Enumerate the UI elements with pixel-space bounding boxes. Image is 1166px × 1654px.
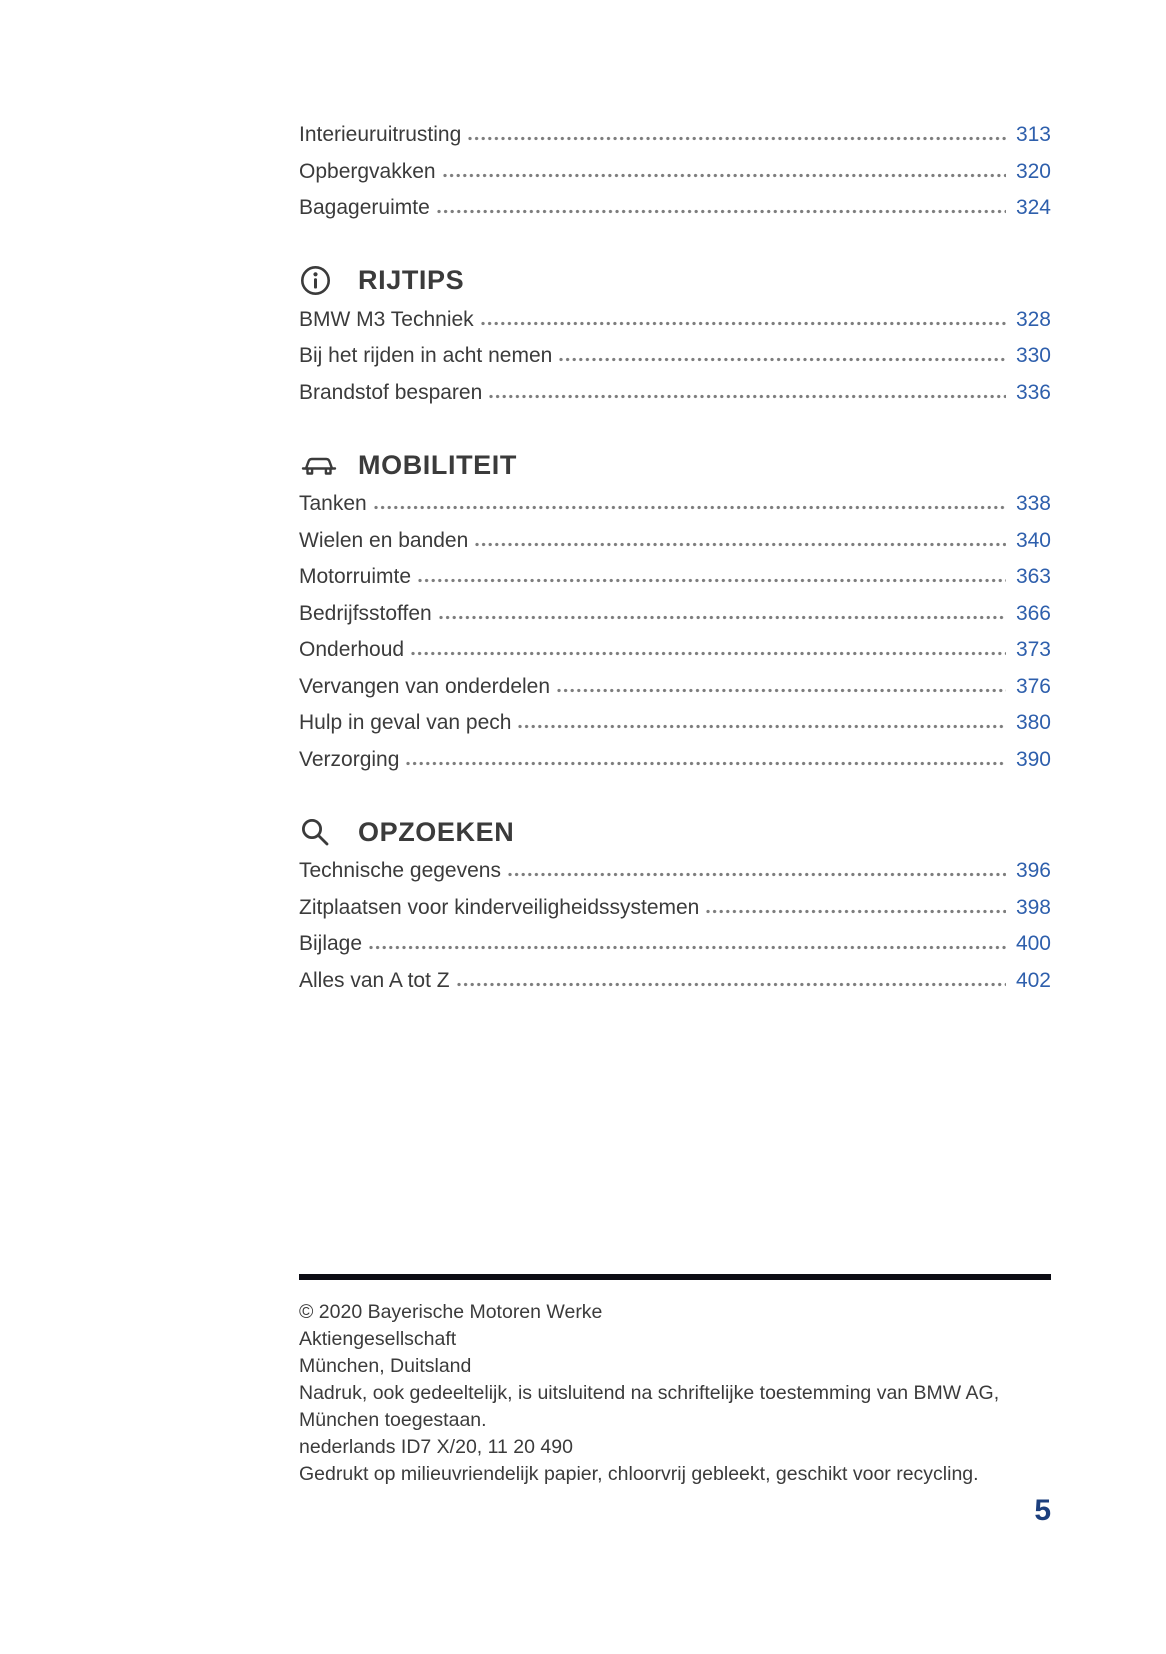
- colophon-line: Aktiengesellschaft: [299, 1328, 457, 1350]
- toc-entry[interactable]: [299, 853, 1051, 890]
- dot-leader: [369, 945, 1006, 950]
- toc-entry-page: 324: [1015, 196, 1051, 219]
- dot-leader: [475, 542, 1006, 547]
- toc-entry-label: BMW M3 Techniek: [299, 307, 474, 331]
- dot-leader: [411, 651, 1006, 656]
- dot-leader: [406, 761, 1006, 766]
- toc-entry[interactable]: [299, 742, 1051, 779]
- section-heading-mobiliteit: [299, 445, 1051, 485]
- toc-entry-label: Zitplaatsen voor kinderveiligheidssystemen: [299, 895, 700, 919]
- toc-entry-page: 400: [1015, 932, 1051, 955]
- dot-leader: [508, 872, 1006, 877]
- toc-entry-label: Hulp in geval van pech: [299, 711, 512, 734]
- toc-entry[interactable]: [299, 486, 1051, 523]
- section-heading-opzoeken: [299, 812, 1051, 852]
- dot-leader: [481, 321, 1006, 326]
- toc-entry-page: 390: [1015, 747, 1051, 771]
- toc-entry-label: Bijlage: [299, 932, 363, 955]
- toc-entry-label: Interieuruitrusting: [299, 123, 462, 146]
- toc-entry-label: Vervangen van onderdelen: [299, 674, 551, 698]
- dot-leader: [706, 909, 1006, 914]
- colophon-line: Gedrukt op milieuvriendelijk papier, chloorvrij gebleekt, geschikt voor recycling.: [299, 1463, 979, 1485]
- section-title: OPZOEKEN: [358, 816, 515, 847]
- toc-entry[interactable]: [299, 890, 1051, 927]
- toc-entry-page: 402: [1015, 968, 1051, 992]
- dot-leader: [418, 578, 1006, 583]
- toc-entry-page: 366: [1015, 601, 1051, 625]
- colophon-line: München, Duitsland: [299, 1355, 472, 1377]
- toc-entry-label: Tanken: [299, 492, 367, 515]
- dot-leader: [439, 615, 1006, 620]
- toc-entry-page: 328: [1015, 307, 1051, 331]
- toc-entry-label: Brandstof besparen: [299, 380, 483, 404]
- toc-entry[interactable]: [299, 963, 1051, 1000]
- toc-entry[interactable]: [299, 190, 1051, 227]
- search-icon: [299, 816, 339, 848]
- table-of-contents: [299, 117, 1051, 999]
- toc-entry[interactable]: [299, 523, 1051, 560]
- dot-leader: [559, 357, 1006, 362]
- dot-leader: [443, 173, 1006, 178]
- page-number: 5: [1034, 1494, 1051, 1527]
- toc-entry-page: 396: [1015, 859, 1051, 882]
- dot-leader: [518, 724, 1006, 729]
- dot-leader: [374, 505, 1006, 510]
- toc-entry[interactable]: [299, 154, 1051, 191]
- toc-entry-page: 376: [1015, 674, 1051, 698]
- info-icon: [299, 264, 339, 297]
- toc-entry-label: Bagageruimte: [299, 196, 430, 219]
- toc-entry-label: Wielen en banden: [299, 528, 469, 552]
- dot-leader: [468, 136, 1006, 141]
- toc-entry-page: 363: [1015, 565, 1051, 588]
- toc-entry-label: Motorruimte: [299, 565, 412, 588]
- toc-section-opzoeken: [299, 812, 1051, 999]
- toc-entry-page: 340: [1015, 528, 1051, 552]
- section-title: RIJTIPS: [358, 265, 465, 295]
- car-icon: [299, 450, 339, 480]
- toc-entry[interactable]: [299, 669, 1051, 706]
- dot-leader: [489, 394, 1006, 399]
- toc-entry-page: 330: [1015, 344, 1051, 367]
- dot-leader: [457, 982, 1006, 987]
- toc-entry[interactable]: [299, 705, 1051, 742]
- toc-section-continuation: [299, 117, 1051, 227]
- toc-entry-label: Bij het rijden in acht nemen: [299, 344, 553, 367]
- section-heading-rijtips: [299, 261, 1051, 301]
- toc-entry[interactable]: [299, 559, 1051, 596]
- toc-entry[interactable]: [299, 338, 1051, 375]
- toc-entry[interactable]: [299, 926, 1051, 963]
- toc-entry-page: 338: [1015, 492, 1051, 515]
- toc-entry-label: Bedrijfsstoffen: [299, 601, 432, 625]
- toc-entry[interactable]: [299, 302, 1051, 339]
- toc-entry-page: 336: [1015, 380, 1051, 404]
- toc-entry[interactable]: [299, 596, 1051, 633]
- colophon-line: Nadruk, ook gedeeltelijk, is uitsluitend na schriftelijke toestemming van BMW AG, München toegestaan.: [299, 1382, 1000, 1431]
- toc-entry-page: 313: [1015, 123, 1051, 146]
- toc-section-mobiliteit: [299, 445, 1051, 778]
- toc-entry-page: 320: [1015, 159, 1051, 183]
- toc-entry[interactable]: [299, 375, 1051, 412]
- toc-entry-label: Opbergvakken: [299, 159, 436, 183]
- colophon: [299, 1274, 1051, 1488]
- dot-leader: [557, 688, 1006, 693]
- dot-leader: [437, 209, 1006, 214]
- toc-entry-label: Onderhoud: [299, 638, 405, 661]
- toc-entry-page: 398: [1015, 895, 1051, 919]
- toc-entry[interactable]: [299, 117, 1051, 154]
- toc-section-rijtips: [299, 261, 1051, 412]
- toc-entry-page: 373: [1015, 638, 1051, 661]
- toc-entry-label: Technische gegevens: [299, 859, 501, 882]
- section-title: MOBILITEIT: [358, 449, 517, 480]
- toc-entry[interactable]: [299, 632, 1051, 669]
- toc-entry-page: 380: [1015, 711, 1051, 734]
- footer-rule: [299, 1274, 1051, 1280]
- colophon-line: © 2020 Bayerische Motoren Werke: [299, 1301, 603, 1323]
- toc-entry-label: Verzorging: [299, 747, 400, 771]
- colophon-line: nederlands ID7 X/20, 11 20 490: [299, 1436, 573, 1458]
- toc-entry-label: Alles van A tot Z: [299, 968, 450, 992]
